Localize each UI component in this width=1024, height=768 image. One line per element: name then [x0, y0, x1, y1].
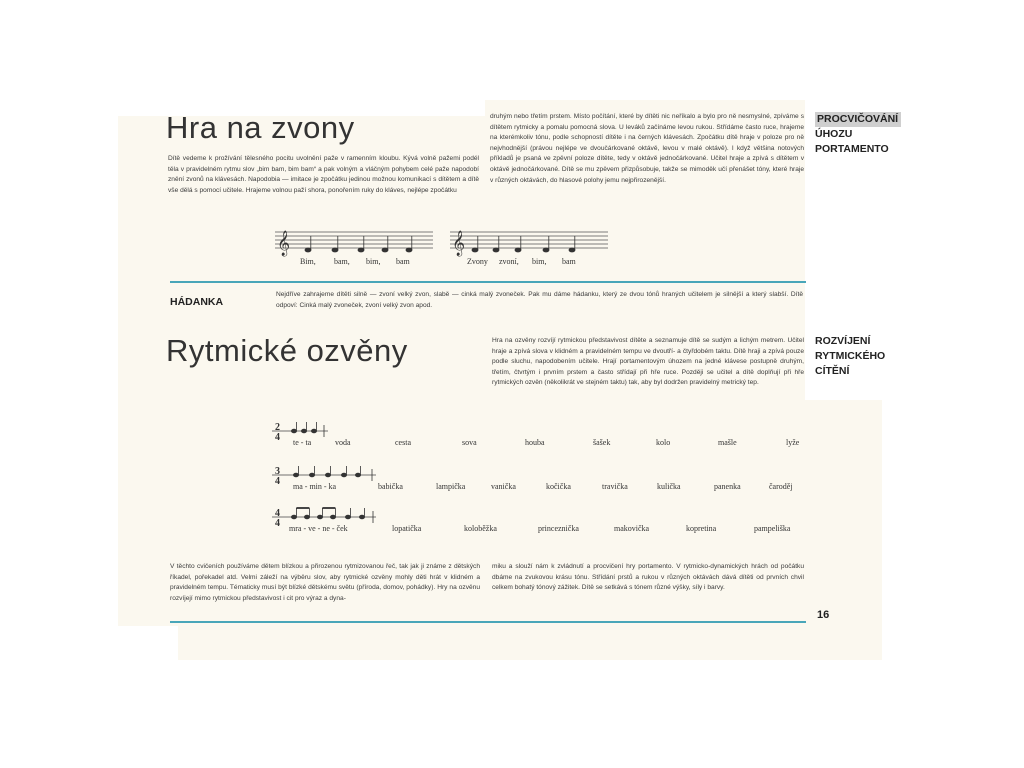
riddle-label: HÁDANKA [170, 296, 224, 308]
rhythm-word: voda [335, 438, 351, 447]
rhythm-word: lopatička [392, 524, 422, 533]
scan-edge [118, 626, 178, 660]
rhythm-word: čaroděj [769, 482, 793, 491]
section-title-rytmicke-ozveny: Rytmické ozvěny [166, 333, 408, 368]
time-sig-top: 2 [275, 422, 280, 433]
rhythm-word: vanička [491, 482, 516, 491]
lyric-word: bim, [366, 257, 381, 266]
rhythm-word: houba [525, 438, 545, 447]
rhythm-word: te - ta [293, 438, 312, 447]
rhythm-word: makovička [614, 524, 650, 533]
lyric-word: bam [562, 257, 576, 266]
rhythm-word: travička [602, 482, 628, 491]
time-sig-top: 3 [275, 466, 280, 477]
rhythm-word: kopretina [686, 524, 717, 533]
rhythm-word: babička [378, 482, 403, 491]
lyric-word: Zvony [467, 257, 488, 266]
rhythm-word: kočička [546, 482, 571, 491]
lyric-word: bam [396, 257, 410, 266]
rhythm-row-4-4 [272, 506, 812, 538]
rhythm-word: kolo [656, 438, 671, 447]
side-label-line: ÚHOZU [815, 128, 853, 140]
music-staff-bim-bam [275, 228, 435, 258]
rhythm-row-2-4 [272, 420, 812, 452]
rhythm-word: panenka [714, 482, 741, 491]
svg-text:𝄞: 𝄞 [452, 230, 466, 255]
rhythm-word: šašek [593, 438, 611, 447]
section2-bottom-right-text: miku a slouží nám k zvládnutí a procvičení hry portamento. V rytmicko-dynamických hrách od počátku dbáme na zvukovou krásu tónu. Střídání prstů a rukou v různých oktávách dává dítěti od prvních chvil celkem bohatý tónový zážitek. Dítě se setkává s tónem různé výšky, síly i barvy. [492, 563, 804, 592]
lyric-word: bam, [334, 257, 350, 266]
side-label-rytmus [815, 334, 885, 379]
rhythm-word: princeznička [538, 524, 579, 533]
rhythm-row-3-4 [272, 464, 812, 496]
rhythm-word: kulička [657, 482, 681, 491]
time-sig-bottom: 4 [275, 476, 280, 486]
rhythm-word: lyže [786, 438, 800, 447]
lyric-word: zvoní, [499, 257, 519, 266]
rhythm-word: ma - min - ka [293, 482, 337, 491]
time-sig-bottom: 4 [275, 432, 280, 442]
lyric-word: Bim, [300, 257, 316, 266]
svg-text:𝄞: 𝄞 [277, 230, 291, 255]
rhythm-word: pampeliška [754, 524, 791, 533]
music-staff-zvony [450, 228, 610, 258]
rhythm-word: mašle [718, 438, 737, 447]
lyric-word: bim, [532, 257, 547, 266]
rhythm-word: lampička [436, 482, 466, 491]
rhythm-word: mra - ve - ne - ček [289, 524, 348, 533]
side-label-line: RYTMICKÉHO [815, 350, 886, 362]
section1-left-text: Dítě vedeme k prožívání tělesného pocitu uvolnění paže v ramenním kloubu. Kývá volně pažemi podél těla v pravidelném rytmu slov „bim bam, bim bam“ a pak volným a vláčným pohybem celé paže napodobí znění zvonů na klávesách. Napodobia — imitace je zpočátku jedinou možnou komunikací s dítětem a dítě vše dělá s pomocí učitele. Hrajeme volnou paží shora, ponořením ruky do kláves, nejlépe zpočátku [168, 155, 479, 194]
time-sig-bottom: 4 [275, 518, 280, 528]
section-title-hra-na-zvony: Hra na zvony [166, 110, 355, 145]
side-label-line: PORTAMENTO [815, 143, 889, 155]
rhythm-word: koloběžka [464, 524, 497, 533]
side-label-line: CÍTĚNÍ [815, 365, 850, 377]
page-number: 16 [817, 609, 830, 621]
lyric-line-1 [300, 257, 410, 266]
bottom-divider-line [170, 621, 806, 623]
side-label-line: ROZVÍJENÍ [815, 335, 871, 347]
side-label-portamento [815, 112, 901, 157]
section2-right-text: Hra na ozvěny rozvíjí rytmickou představivost dítěte a seznamuje dítě se sudým a lichým metrem. Učitel hraje a zpívá slova v klidném a pravidelném tempu ve dvoutří- a čtyřdobém taktu. Dítě hraji a zpívá pouze podle sluchu, napodobením učitele. Hrají portamentovým úhozem na jedné klávese postupně druhým, třetím, čtvrtým i prvním prstem a často střídají při hře ruce. Později se učitel a dítě doplňují při hře rytmických ozvěn (několikrát ve stejném taktu) tak, aby byl dodržen pravidelný metrický tep. [492, 337, 804, 387]
riddle-text: Nejdříve zahrajeme dítěti silně — zvoní velký zvon, slabě — cinká malý zvoneček. Pak mu dáme hádanku, který ze dvou tónů hraných učitelem je silnější a který slabší. Dítě odpoví: Cinká malý zvoneček, zvoní velký zvon apod. [276, 291, 803, 309]
rhythm-word: cesta [395, 438, 411, 447]
rhythm-word: sova [462, 438, 477, 447]
section1-right-text: druhým nebo třetím prstem. Místo počítání, které by dítěti nic neříkalo a bylo pro ně nesmyslné, zpíváme s dítětem rytmicky a pomalu pomocná slova. U leváků začínáme levou rukou. Střídáme často ruce, hrajeme na kterémkoliv tónu, podle schopností dítěte i na černých klávesách. Zpočátku dítě hraje v poloze pro ně nejvhodnější (právou nejlépe ve dvoučárkované oktávě, levou v malé oktávě). I když většina notových příkladů je psaná ve zpěvní poloze dítěte, tedy v oktávě jednočárkované. Učitel hraje a zpívá s dítětem v oktávě jednočárkované. Dítě se mu zpěvem přizpůsobuje, takže se mimoděk učí přenášet tóny, které hraje v různých oktávách, do hlasové polohy jemu nejpřirozenější. [490, 113, 804, 184]
time-sig-top: 4 [275, 508, 280, 519]
section2-bottom-left-text: V těchto cvičeních používáme dětem blízkou a přirozenou rytmizovanou řeč, tak jak ji známe z dětských říkadel, pořekadel atd. Velmi záleží na výběru slov, aby rytmické ozvěny mohly děti hrát v klidném a pravidelném tempu. Tématicky musí být blízké dětskému světu (příroda, domov, pohádky). Hry na ozvěnu rozvíjejí mimo rytmickou představivost i cit pro výraz a dyna- [170, 563, 480, 602]
divider-line [170, 281, 806, 283]
side-label-line: PROCVIČOVÁNÍ [815, 112, 901, 127]
lyric-line-2 [467, 257, 576, 266]
